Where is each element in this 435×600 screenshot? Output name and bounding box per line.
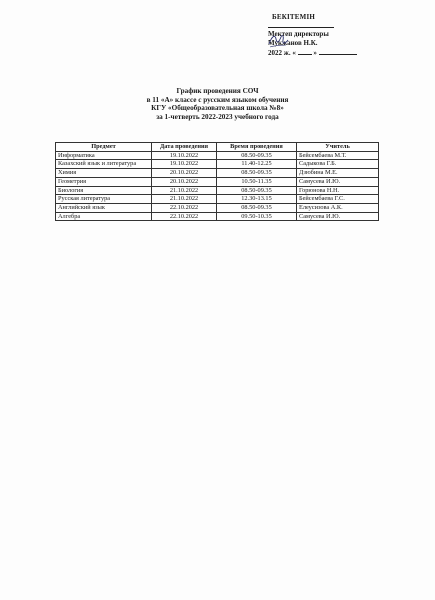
cell-subject: Английский язык [56, 203, 152, 212]
cell-subject: Алгебра [56, 212, 152, 221]
cell-date: 19.10.2022 [152, 151, 217, 160]
cell-date: 21.10.2022 [152, 195, 217, 204]
column-header-subject: Предмет [56, 143, 152, 152]
cell-date: 21.10.2022 [152, 186, 217, 195]
cell-subject: Информатика [56, 151, 152, 160]
table-row [56, 151, 379, 160]
table-row [56, 186, 379, 195]
cell-teacher: Елеусизова А.К. [297, 203, 379, 212]
cell-date: 20.10.2022 [152, 169, 217, 178]
cell-time: 10.50-11.35 [217, 177, 297, 186]
cell-time: 08.50-09.35 [217, 203, 297, 212]
cell-time: 08.50-09.35 [217, 186, 297, 195]
cell-teacher: Дзюбина М.Е. [297, 169, 379, 178]
cell-date: 20.10.2022 [152, 177, 217, 186]
cell-time: 11.40-12.25 [217, 160, 297, 169]
month-blank [319, 48, 357, 55]
header-period: за 1-четверть 2022-2023 учебного года [156, 112, 279, 121]
cell-teacher: Бейсембаева Г.С. [297, 195, 379, 204]
table-row [56, 203, 379, 212]
header-school: КГУ «Общеобразовательная школа №8» [151, 104, 284, 113]
header-class: в 11 «А» классе с русским языком обучения [146, 95, 289, 104]
cell-subject: Химия [56, 169, 152, 178]
handwritten-signature [266, 30, 290, 50]
cell-date: 22.10.2022 [152, 203, 217, 212]
director-name: Мукжанов Н.К. [268, 39, 318, 47]
cell-time: 12.30-13.15 [217, 195, 297, 204]
cell-time: 08.50-09.35 [217, 151, 297, 160]
cell-teacher: Садыкова Г.Б. [297, 160, 379, 169]
schedule-table [55, 142, 379, 221]
cell-teacher: Горюнова Н.Н. [297, 186, 379, 195]
table-row [56, 160, 379, 169]
approval-year-text: 2022 ж. « [268, 49, 296, 57]
cell-subject: Русская литература [56, 195, 152, 204]
header-title: График проведения СОЧ [176, 87, 259, 95]
cell-teacher: Самусева И.Ю. [297, 177, 379, 186]
column-header-time: Время проведения [217, 143, 297, 152]
table-row [56, 195, 379, 204]
cell-date: 19.10.2022 [152, 160, 217, 169]
table-header-row [56, 143, 379, 152]
cell-teacher: Самусева И.Ю. [297, 212, 379, 221]
cell-teacher: Бейсембаева М.Т. [297, 151, 379, 160]
cell-date: 22.10.2022 [152, 212, 217, 221]
signature-line [268, 27, 334, 28]
approval-quote-close: » [313, 49, 317, 57]
column-header-teacher: Учитель [297, 143, 379, 152]
cell-subject: Биология [56, 186, 152, 195]
cell-subject: Казахский язык и литература [56, 160, 152, 169]
document-header [0, 87, 435, 121]
table-row [56, 177, 379, 186]
director-position: Мектеп директоры [268, 30, 329, 38]
table-row [56, 169, 379, 178]
approval-title: БЕКІТЕМІН [272, 13, 316, 21]
column-header-date: Дата проведения [152, 143, 217, 152]
cell-subject: Геометрия [56, 177, 152, 186]
cell-time: 09.50-10.35 [217, 212, 297, 221]
table-row [56, 212, 379, 221]
cell-time: 08.50-09.35 [217, 169, 297, 178]
day-blank [298, 48, 312, 55]
